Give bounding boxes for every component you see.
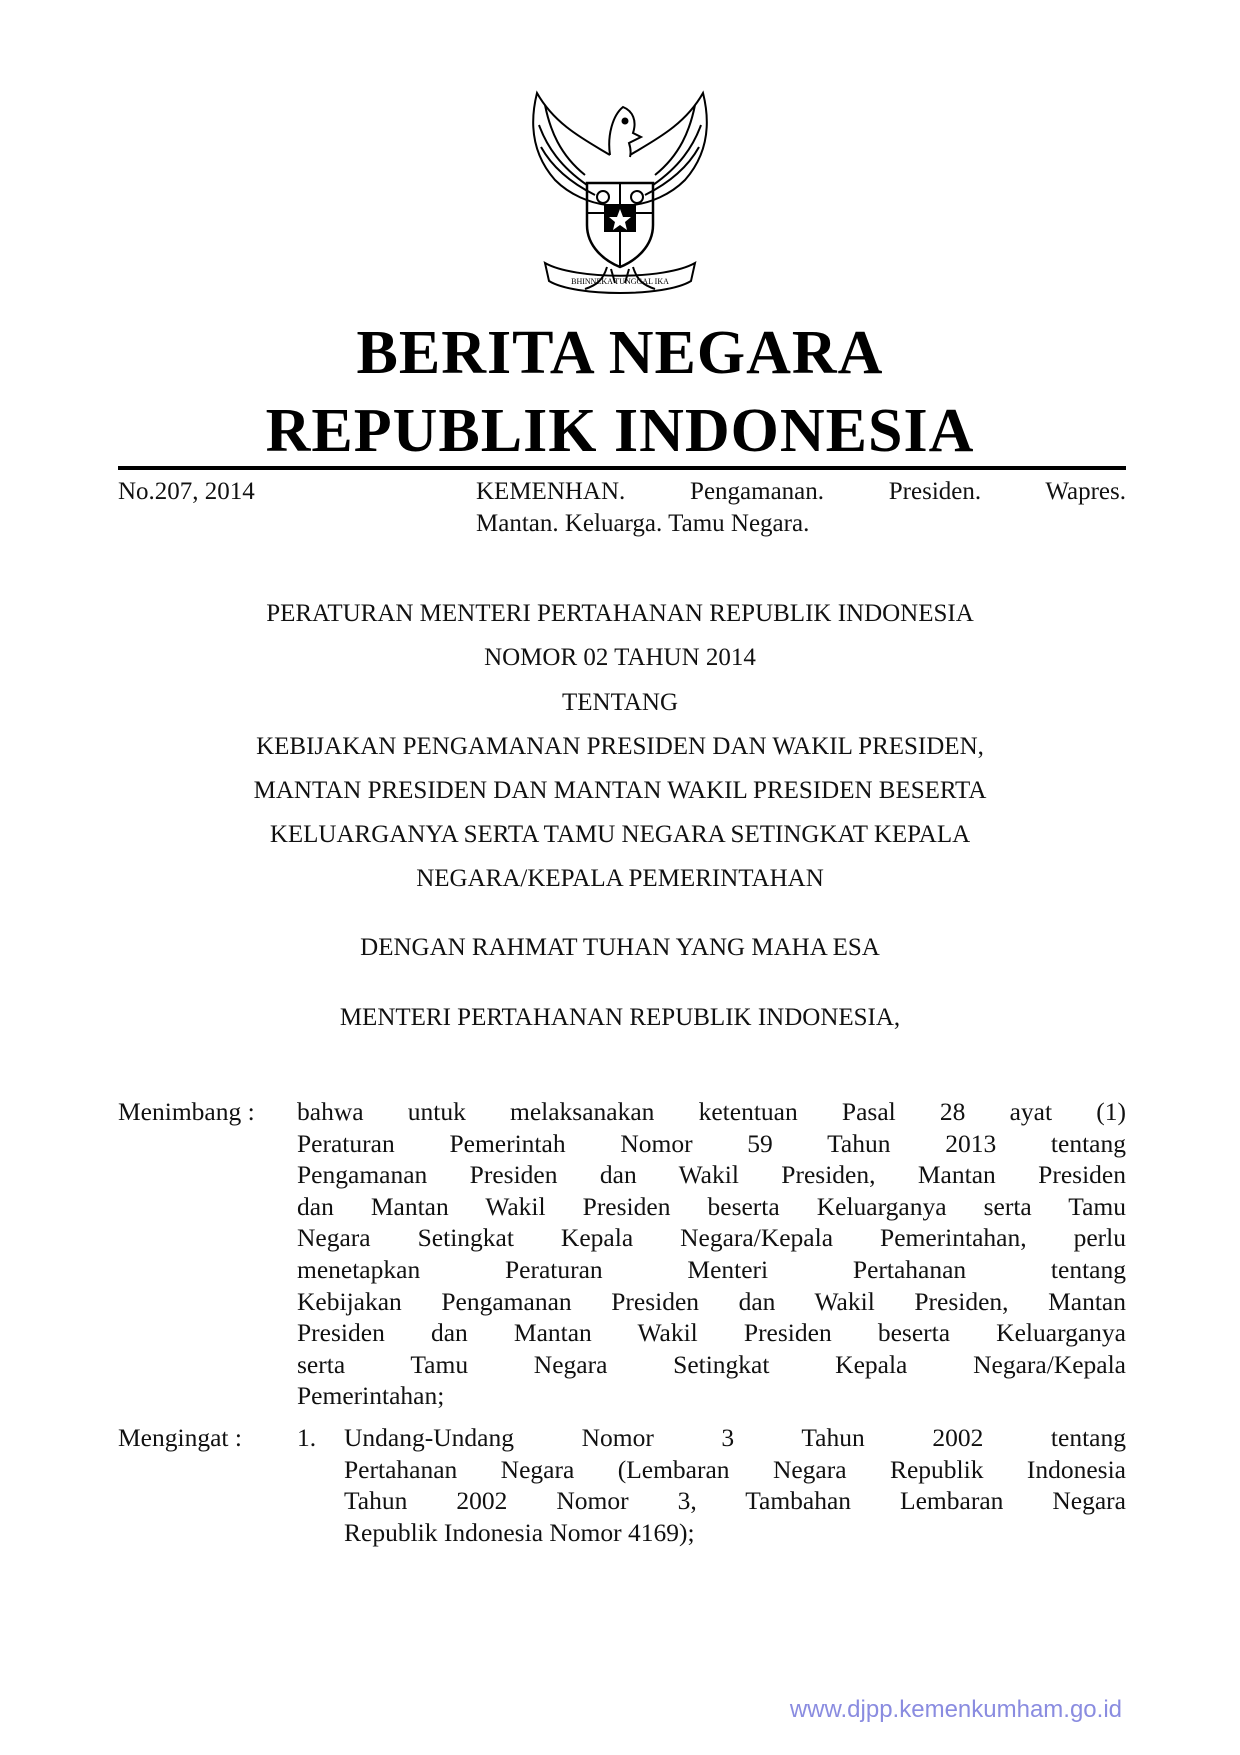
considering-line: serta Tamu Negara Setingkat Kepala Negara/Kepala	[297, 1349, 1126, 1379]
regulation-subject-line: KEBIJAKAN PENGAMANAN PRESIDEN DAN WAKIL PRESIDEN,	[256, 733, 984, 760]
footer-website-link[interactable]: www.djpp.kemenkumham.go.id	[789, 1696, 1122, 1723]
issuer: MENTERI PERTAHANAN REPUBLIK INDONESIA,	[339, 1004, 901, 1031]
considering-line: Pemerintahan;	[297, 1381, 445, 1411]
masthead-title: BERITA NEGARA	[356, 319, 884, 387]
regulation-subject-line: MANTAN PRESIDEN DAN MANTAN WAKIL PRESIDEN BESERTA	[253, 777, 987, 804]
considering-line: Presiden dan Mantan Wakil Presiden beserta Keluarganya	[297, 1318, 1126, 1348]
regulation-subject-line: KELUARGANYA SERTA TAMU NEGARA SETINGKAT KEPALA	[269, 821, 971, 848]
considering-label: Menimbang :	[118, 1097, 255, 1126]
recalling-item-text	[344, 1422, 1126, 1548]
recalling-item-number: 1.	[297, 1423, 317, 1452]
svg-text:BHINNEKA TUNGGAL IKA: BHINNEKA TUNGGAL IKA	[571, 277, 669, 286]
considering-line: Kebijakan Pengamanan Presiden dan Wakil Presiden, Mantan	[297, 1286, 1126, 1316]
garuda-pancasila-emblem-icon	[515, 85, 725, 305]
regulation-title: PERATURAN MENTERI PERTAHANAN REPUBLIK INDONESIA	[266, 600, 974, 627]
considering-line: Pengamanan Presiden dan Wakil Presiden, Mantan Presiden	[297, 1160, 1126, 1190]
considering-line: dan Mantan Wakil Presiden beserta Keluarganya serta Tamu	[297, 1191, 1126, 1221]
recalling-line: Tahun 2002 Nomor 3, Tambahan Lembaran Negara	[344, 1486, 1126, 1516]
masthead-subtitle: REPUBLIK INDONESIA	[265, 397, 975, 465]
considering-line: Peraturan Pemerintah Nomor 59 Tahun 2013 tentang	[297, 1128, 1126, 1158]
gazette-subject-line-2: Mantan. Keluarga. Tamu Negara.	[476, 510, 810, 537]
recalling-label: Mengingat :	[118, 1423, 242, 1452]
regulation-subject-line: NEGARA/KEPALA PEMERINTAHAN	[416, 865, 824, 892]
recalling-line: Pertahanan Negara (Lembaran Negara Republik Indonesia	[344, 1454, 1126, 1484]
invocation: DENGAN RAHMAT TUHAN YANG MAHA ESA	[360, 934, 880, 961]
regulation-number: NOMOR 02 TAHUN 2014	[484, 644, 756, 671]
recalling-line: Undang-Undang Nomor 3 Tahun 2002 tentang	[344, 1423, 1126, 1452]
gazette-subject-line-1: KEMENHAN. Pengamanan. Presiden. Wapres.	[476, 478, 1126, 505]
gazette-number: No.207, 2014	[118, 478, 255, 505]
considering-line: bahwa untuk melaksanakan ketentuan Pasal 28 ayat (1)	[297, 1097, 1126, 1126]
considering-line: Negara Setingkat Kepala Negara/Kepala Pemerintahan, perlu	[297, 1223, 1126, 1253]
considering-text	[297, 1096, 1126, 1412]
considering-line: menetapkan Peraturan Menteri Pertahanan tentang	[297, 1254, 1126, 1284]
masthead-divider	[118, 466, 1126, 470]
regulation-about: TENTANG	[561, 689, 679, 716]
recalling-line: Republik Indonesia Nomor 4169);	[344, 1517, 695, 1547]
